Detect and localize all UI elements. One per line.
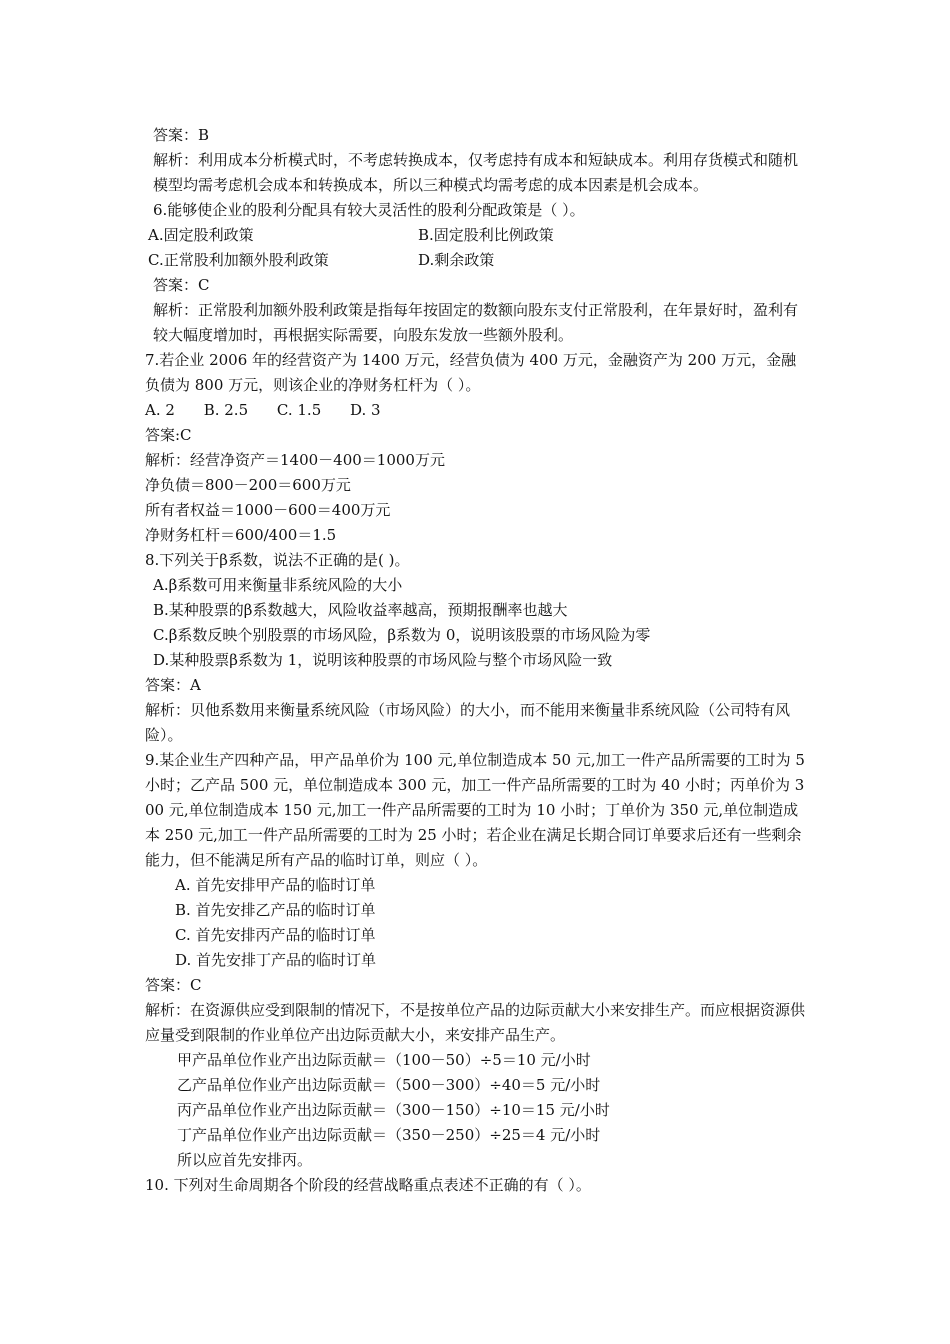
q6-options-row-1 (145, 223, 810, 248)
q9-question: 9.某企业生产四种产品，甲产品单价为 100 元,单位制造成本 50 元,加工一件产品所需要的工时为 5 小时；乙产品 500 元，单位制造成本 300 元，加工一件产品所需要的工时为 40 小时；丙单价为 300 元,单位制造成本 150 元,加工一件产品所需要的工时为 10 小时；丁单价为 350 元,单位制造成本 250 元,加工一件产品所需要的工时为 25 小时；若企业在满足长期合同订单要求后还有一些剩余能力，但不能满足所有产品的临时订单，则应（ ）。 (145, 751, 805, 869)
q6-option-a: A.固定股利政策 (148, 226, 254, 244)
q8-answer: 答案：A (145, 676, 201, 694)
q7-analysis-line-1: 解析：经营净资产＝1400－400＝1000万元 (145, 451, 445, 469)
q8-analysis: 解析：贝他系数用来衡量系统风险（市场风险）的大小，而不能用来衡量非系统风险（公司特有风险）。 (145, 701, 791, 744)
q7-option-d: D. 3 (350, 401, 381, 419)
q6-option-d: D.剩余政策 (418, 251, 495, 269)
q5-analysis: 解析：利用成本分析模式时，不考虑转换成本，仅考虑持有成本和短缺成本。利用存货模式和随机模型均需考虑机会成本和转换成本，所以三种模式均需考虑的成本因素是机会成本。 (153, 151, 799, 194)
q9-option-a: A. 首先安排甲产品的临时订单 (175, 876, 376, 894)
q9-calc-line-2: 乙产品单位作业产出边际贡献＝（500－300）÷40＝5 元/小时 (177, 1076, 601, 1094)
q8-option-c: C.β系数反映个别股票的市场风险，β系数为 0，说明该股票的市场风险为零 (153, 626, 651, 644)
q7-option-c: C. 1.5 (276, 401, 322, 419)
q9-option-b: B. 首先安排乙产品的临时订单 (175, 901, 376, 919)
q7-analysis-line-4: 净财务杠杆＝600/400＝1.5 (145, 526, 337, 544)
q6-answer: 答案：C (153, 276, 210, 294)
q9-answer: 答案：C (145, 976, 202, 994)
q8-question: 8.下列关于β系数，说法不正确的是( )。 (145, 551, 410, 569)
q7-option-b: B. 2.5 (203, 401, 249, 419)
q9-calc-line-4: 丁产品单位作业产出边际贡献＝（350－250）÷25＝4 元/小时 (177, 1126, 601, 1144)
q6-option-c: C.正常股利加额外股利政策 (148, 251, 329, 269)
q9-calc-line-1: 甲产品单位作业产出边际贡献＝（100－50）÷5＝10 元/小时 (177, 1051, 591, 1069)
q8-option-a: A.β系数可用来衡量非系统风险的大小 (153, 576, 403, 594)
q10-question: 10. 下列对生命周期各个阶段的经营战略重点表述不正确的有（ ）。 (145, 1176, 591, 1194)
q5-answer: 答案：B (153, 126, 210, 144)
q7-question: 7.若企业 2006 年的经营资产为 1400 万元，经营负债为 400 万元，金融资产为 200 万元，金融负债为 800 万元，则该企业的净财务杠杆为（ ）。 (145, 351, 797, 394)
q7-analysis-line-2: 净负债＝800－200＝600万元 (145, 476, 351, 494)
q8-option-d: D.某种股票β系数为 1，说明该种股票的市场风险与整个市场风险一致 (153, 651, 613, 669)
q7-options (145, 398, 810, 423)
q7-analysis-line-3: 所有者权益＝1000－600＝400万元 (145, 501, 391, 519)
document-page (145, 123, 810, 1198)
q9-calc-line-3: 丙产品单位作业产出边际贡献＝（300－150）÷10＝15 元/小时 (177, 1101, 610, 1119)
q6-options-row-2 (145, 248, 810, 273)
q9-calc-line-5: 所以应首先安排丙。 (177, 1151, 313, 1169)
q8-option-b: B.某种股票的β系数越大，风险收益率越高，预期报酬率也越大 (153, 601, 568, 619)
q6-question: 6.能够使企业的股利分配具有较大灵活性的股利分配政策是（ ）。 (153, 201, 585, 219)
q6-option-b: B.固定股利比例政策 (418, 226, 554, 244)
q7-answer: 答案:C (145, 426, 192, 444)
q9-option-d: D. 首先安排丁产品的临时订单 (175, 951, 377, 969)
q6-analysis: 解析：正常股利加额外股利政策是指每年按固定的数额向股东支付正常股利，在年景好时，盈利有较大幅度增加时，再根据实际需要，向股东发放一些额外股利。 (153, 301, 799, 344)
q9-analysis: 解析：在资源供应受到限制的情况下，不是按单位产品的边际贡献大小来安排生产。而应根据资源供应量受到限制的作业单位产出边际贡献大小，来安排产品生产。 (145, 1001, 806, 1044)
q7-option-a: A. 2 (145, 401, 175, 419)
q9-option-c: C. 首先安排丙产品的临时订单 (175, 926, 376, 944)
